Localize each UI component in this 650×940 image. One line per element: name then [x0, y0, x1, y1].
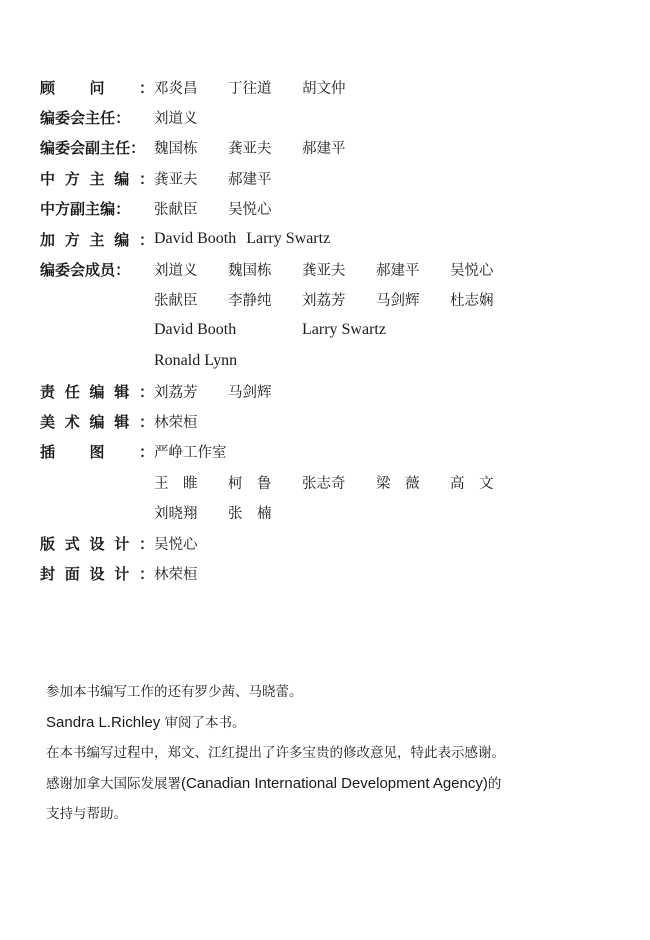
note-line: [46, 713, 626, 744]
credit-role-label: 封 面 设 计 ：: [40, 564, 154, 583]
credit-name: 张献臣: [154, 202, 198, 219]
credit-names: [154, 77, 376, 98]
credit-names: [154, 381, 302, 402]
credit-names: [154, 411, 228, 432]
credit-name: 龚亚夫: [302, 263, 346, 280]
credit-role-label: 中 方 副 主 编 ：: [40, 200, 131, 219]
credit-name: Larry Swartz: [302, 321, 386, 339]
credit-row: [40, 558, 620, 588]
credit-names: [154, 563, 228, 584]
credits-list: [40, 72, 620, 589]
credit-name: Ronald Lynn: [154, 351, 238, 369]
credit-names: [154, 321, 450, 339]
credit-name: 魏国栋: [228, 263, 272, 280]
credit-name: 刘荔芳: [154, 384, 198, 401]
credit-row: [40, 346, 620, 376]
credit-name: 刘荔芳: [302, 293, 346, 310]
credit-role-label: 顾 问 ：: [40, 78, 154, 97]
credit-row: [40, 497, 620, 527]
credit-name: 刘道义: [154, 263, 198, 280]
credit-name: 柯 鲁: [228, 475, 272, 492]
credit-row: [40, 254, 620, 284]
credit-row: [40, 224, 620, 254]
credit-name: 胡文仲: [302, 80, 346, 97]
credit-names: [154, 107, 228, 128]
credit-name: 林荣桓: [154, 414, 198, 431]
credit-name: 张献臣: [154, 293, 198, 310]
credit-names: [154, 533, 228, 554]
credit-names: [154, 289, 524, 310]
credit-row: [40, 194, 620, 224]
credit-name: 龚亚夫: [228, 141, 272, 158]
credit-name: David Booth: [154, 321, 237, 339]
credit-role-label: 美 术 编 辑 ：: [40, 412, 154, 431]
credit-role-label: 责 任 编 辑 ：: [40, 382, 154, 401]
acknowledgement-notes: [46, 682, 626, 835]
credit-name: 郝建平: [228, 171, 272, 188]
credit-name: 吴悦心: [228, 202, 272, 219]
credit-name: 张志奇: [302, 475, 346, 492]
credit-row: [40, 285, 620, 315]
credit-role-label: 加 方 主 编 ：: [40, 230, 154, 249]
credit-row: [40, 133, 620, 163]
credit-names: [154, 259, 524, 280]
credit-name: 吴悦心: [154, 536, 198, 553]
credit-role-label: 编 委 会 副 主 任 ：: [40, 139, 146, 158]
credit-name: 刘晓翔: [154, 506, 198, 523]
credit-name: David Booth: [154, 230, 237, 248]
credit-name: 龚亚夫: [154, 171, 198, 188]
credit-role-label: 编 委 会 成 员 ：: [40, 261, 131, 280]
credit-name: 郝建平: [302, 141, 346, 158]
credit-role-label: 插 图 ：: [40, 443, 154, 462]
credit-name: 马剑辉: [228, 384, 272, 401]
credit-name: 刘道义: [154, 111, 198, 128]
note-line: 支持与帮助。: [46, 806, 127, 822]
credit-name: 杜志娴: [450, 293, 494, 310]
credit-row: [40, 163, 620, 193]
credit-name: 梁 薇: [376, 475, 420, 492]
credit-names: [154, 352, 302, 370]
credit-role-label: 版 式 设 计 ：: [40, 534, 154, 553]
credit-name: 郝建平: [376, 263, 420, 280]
credit-name: 高 文: [450, 475, 494, 492]
credit-names: [154, 198, 302, 219]
credit-name: 邓炎昌: [154, 80, 198, 97]
credit-row: [40, 376, 620, 406]
credit-names: [154, 502, 302, 523]
credit-names: [154, 137, 376, 158]
credit-names: [154, 230, 340, 248]
credit-name: 严峥工作室: [154, 445, 227, 462]
note-line: 在本书编写过程中，郑文、江红提出了许多宝贵的修改意见，特此表示感谢。: [46, 745, 505, 761]
credit-row: [40, 102, 620, 132]
credit-role-label: 编 委 会 主 任 ：: [40, 109, 131, 128]
credit-row: [40, 315, 620, 345]
credit-name: Larry Swartz: [246, 230, 331, 248]
credit-name: 林荣桓: [154, 566, 198, 583]
credit-row: [40, 467, 620, 497]
credit-name: 张 楠: [228, 506, 272, 523]
credit-name: 马剑辉: [376, 293, 420, 310]
credit-name: 王 睢: [154, 475, 198, 492]
credit-row: [40, 528, 620, 558]
credit-name: 魏国栋: [154, 141, 198, 158]
credit-row: [40, 437, 620, 467]
credit-name: 吴悦心: [450, 263, 494, 280]
credit-row: [40, 406, 620, 436]
credit-names: [154, 441, 228, 462]
note-line: 感谢加拿大国际发展署(Canadian International Development Agency)的: [46, 774, 502, 792]
credit-name: 丁往道: [228, 80, 272, 97]
reviewer-name: Sandra L.Richley 审阅了本书。: [46, 713, 246, 731]
credit-names: [154, 168, 302, 189]
credit-name: 李静纯: [228, 293, 272, 310]
note-line: 参加本书编写工作的还有罗少茜、马晓蕾。: [46, 684, 303, 700]
credit-names: [154, 472, 524, 493]
credit-row: [40, 72, 620, 102]
credit-role-label: 中 方 主 编 ：: [40, 169, 154, 188]
